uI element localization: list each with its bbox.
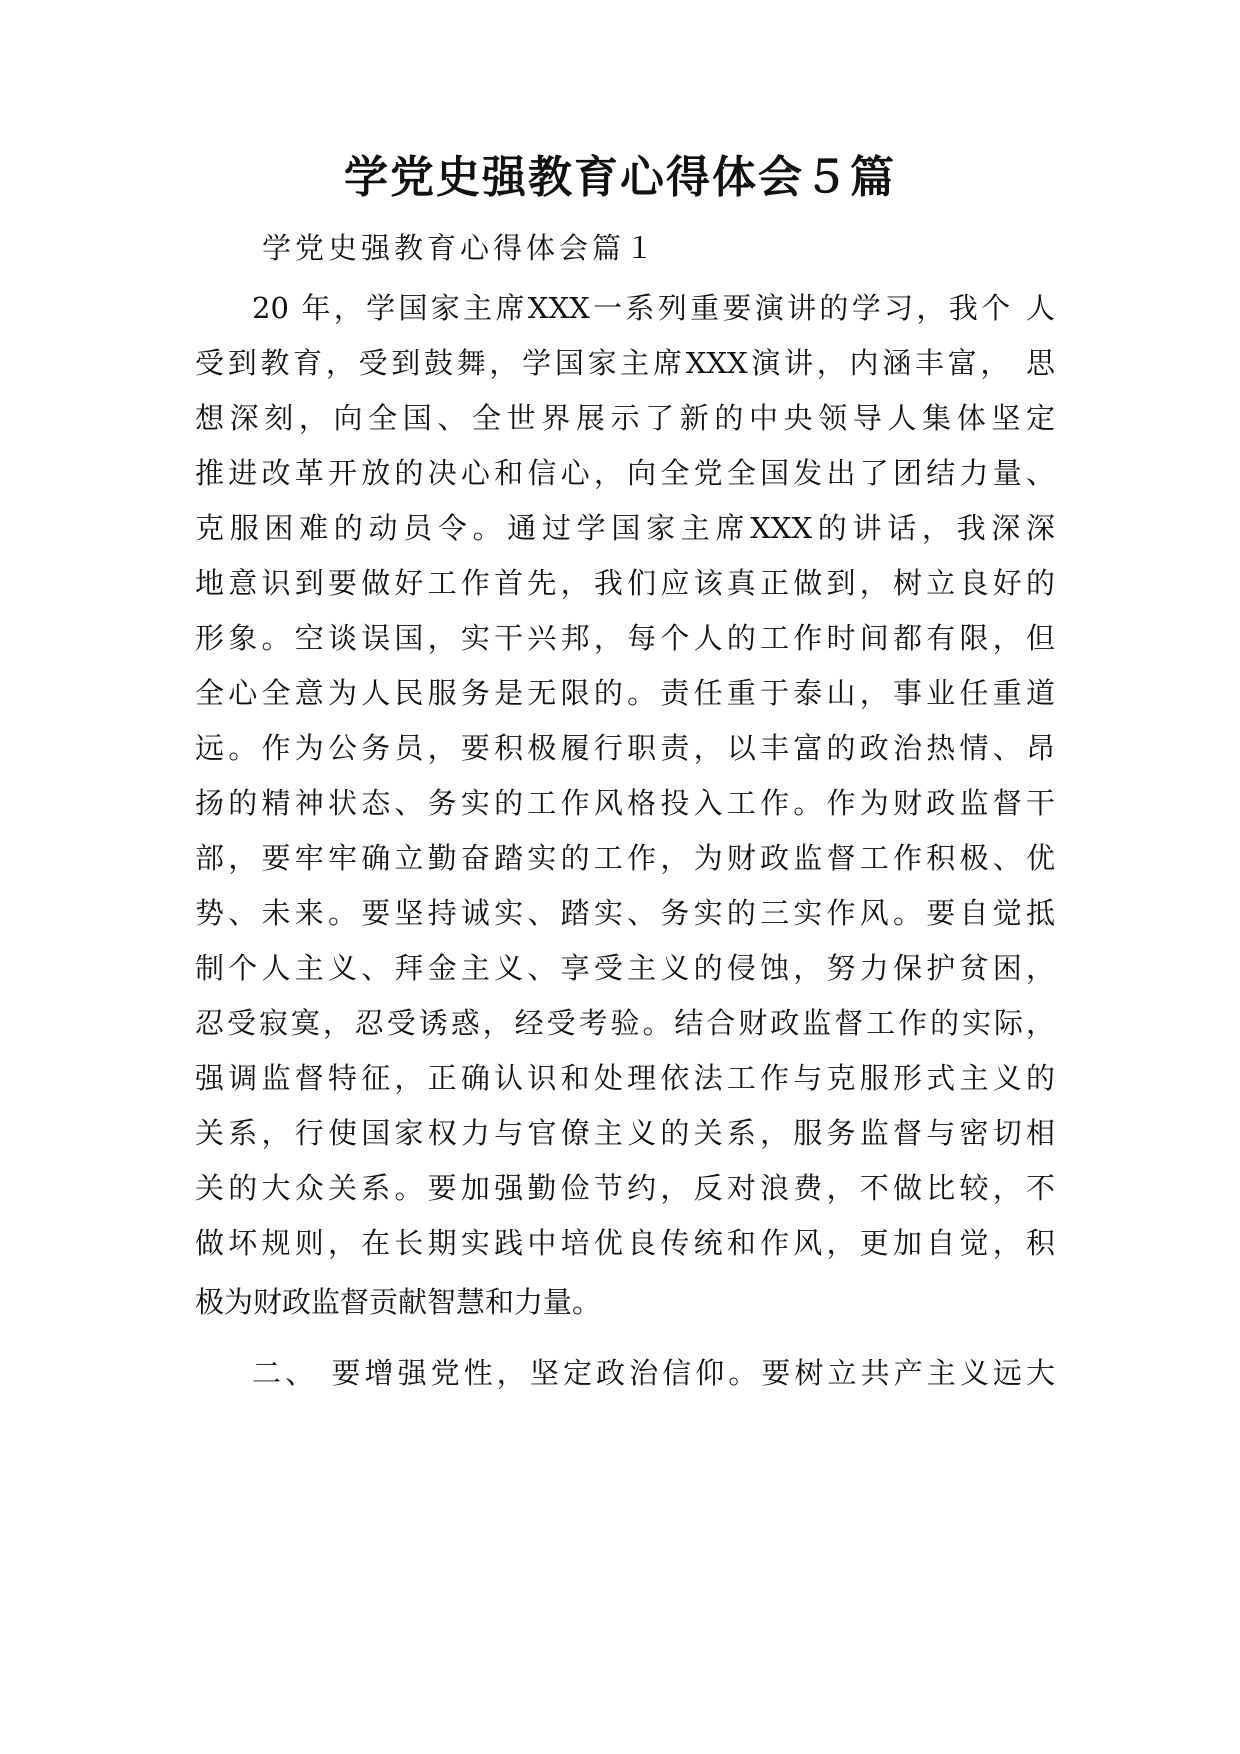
text-line: 关系，行使国家权力与官僚主义的关系，服务监督与密切相 bbox=[195, 1116, 1055, 1150]
document-subtitle: 学党史强教育心得体会篇１ bbox=[262, 231, 659, 265]
text-line: 地意识到要做好工作首先，我们应该真正做到，树立良好的 bbox=[195, 566, 1055, 600]
document-title: 学党史强教育心得体会５篇 bbox=[344, 152, 896, 203]
text-line: 想深刻，向全国、全世界展示了新的中央领导人集体坚定 bbox=[195, 401, 1055, 435]
text-line: 做坏规则，在长期实践中培优良传统和作风，更加自觉，积 bbox=[195, 1226, 1055, 1260]
text-line: 全心全意为人民服务是无限的。责任重于泰山，事业任重道 bbox=[195, 676, 1055, 710]
text-line: 克服困难的动员令。通过学国家主席XXX的讲话，我深深 bbox=[195, 511, 1055, 545]
text-line: 形象。空谈误国，实干兴邦，每个人的工作时间都有限，但 bbox=[195, 621, 1055, 655]
text-line: 制个人主义、拜金主义、享受主义的侵蚀，努力保护贫困， bbox=[195, 951, 1055, 985]
text-line: 推进改革开放的决心和信心，向全党全国发出了团结力量、 bbox=[195, 456, 1055, 490]
text-line: 远。作为公务员，要积极履行职责，以丰富的政治热情、昂 bbox=[195, 731, 1055, 765]
text-line: 受到教育，受到鼓舞，学国家主席XXX演讲，内涵丰富， 思 bbox=[195, 346, 1055, 380]
text-line: 二、 要增强党性，坚定政治信仰。要树立共产主义远大 bbox=[252, 1356, 1055, 1390]
text-line: 扬的精神状态、务实的工作风格投入工作。作为财政监督干 bbox=[195, 786, 1055, 820]
text-line: 势、未来。要坚持诚实、踏实、务实的三实作风。要自觉抵 bbox=[195, 896, 1055, 930]
text-line: 部，要牢牢确立勤奋踏实的工作，为财政监督工作积极、优 bbox=[195, 841, 1055, 875]
text-line: 关的大众关系。要加强勤俭节约，反对浪费，不做比较，不 bbox=[195, 1171, 1055, 1205]
text-line: 20 年，学国家主席XXX一系列重要演讲的学习，我个 人 bbox=[252, 291, 1055, 325]
text-line: 极为财政监督贡献智慧和力量。 bbox=[195, 1285, 602, 1319]
text-line: 忍受寂寞，忍受诱惑，经受考验。结合财政监督工作的实际， bbox=[195, 1006, 1055, 1040]
text-line: 强调监督特征，正确认识和处理依法工作与克服形式主义的 bbox=[195, 1061, 1055, 1095]
